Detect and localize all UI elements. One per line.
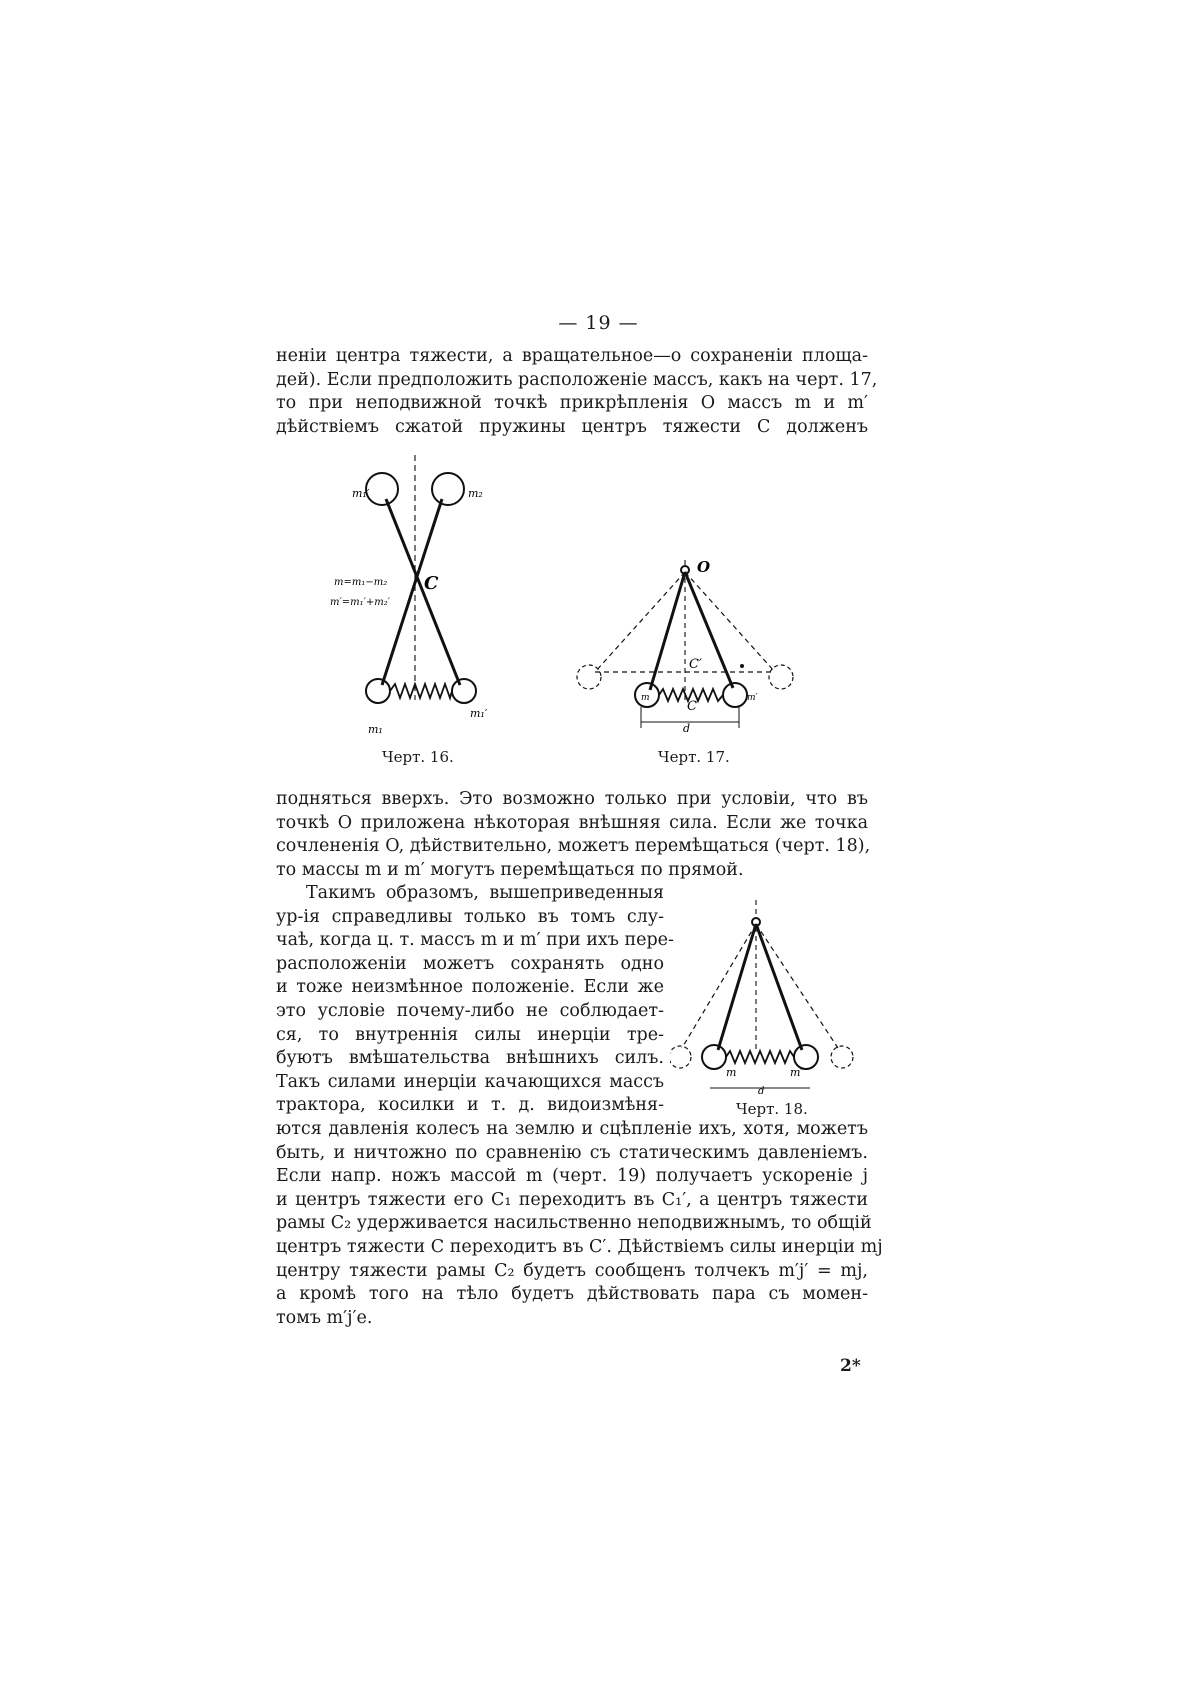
spring: [726, 1051, 794, 1063]
paragraph-1: [276, 345, 878, 439]
text-line: это условіе почему-либо не соблюдает-: [276, 1000, 664, 1021]
text-line: рамы C₂ удерживается насильственно неподвижнымъ, то общій: [276, 1213, 872, 1234]
label-m: m: [641, 693, 650, 703]
label-cprime: C′: [689, 657, 702, 672]
figure-17-caption: Черт. 17.: [658, 748, 730, 766]
label-m2: m₂: [468, 487, 483, 500]
mass-circle: [702, 1045, 726, 1069]
dashed-rod: [682, 924, 756, 1048]
spring: [390, 684, 452, 698]
figure-18-caption: Черт. 18.: [736, 1100, 808, 1118]
label-m1: m₁: [368, 723, 383, 736]
rod: [718, 924, 756, 1050]
text-line: сочлененія O, дѣйствительно, можетъ перемѣщаться (черт. 18),: [276, 836, 871, 857]
label-mprime: m′: [747, 693, 758, 703]
rod: [386, 499, 460, 685]
text-line: буютъ вмѣшательства внѣшнихъ силъ.: [276, 1048, 664, 1069]
rod: [756, 924, 802, 1050]
center-mark: [740, 664, 744, 668]
label-m1prime-bottom: m₁′: [470, 707, 488, 720]
mass-circle: [723, 683, 747, 707]
text-line: дѣйствіемъ сжатой пружины центръ тяжести C долженъ: [276, 416, 868, 437]
figure-18: [670, 900, 870, 1095]
text-line: и центръ тяжести его C₁ переходитъ въ C₁′, а центръ тяжести: [276, 1189, 868, 1210]
text-line: центру тяжести рамы C₂ будетъ сообщенъ толчекъ m′j′ = mj,: [276, 1260, 868, 1281]
mass-circle: [366, 679, 390, 703]
dashed-mass-circle: [831, 1046, 853, 1068]
text-line: Если напр. ножъ массой m (черт. 19) получаетъ ускореніе j: [276, 1166, 868, 1187]
text-line: ся, то внутреннія силы инерціи тре-: [276, 1024, 664, 1045]
dashed-mass-circle: [577, 665, 601, 689]
label-c: C: [424, 573, 439, 594]
mass-circle: [452, 679, 476, 703]
dashed-mass-circle: [670, 1046, 691, 1068]
text-line: трактора, косилки и т. д. видоизмѣня-: [276, 1095, 664, 1116]
text-line: Такимъ образомъ, вышеприведенныя: [306, 883, 664, 903]
text-line: и тоже неизмѣнное положеніе. Если же: [276, 977, 664, 998]
label-equation-m: m=m₁−m₂: [334, 577, 388, 588]
label-d: d: [758, 1086, 765, 1095]
text-line: точкѣ O приложена нѣкоторая внѣшняя сила. Если же точка: [276, 812, 868, 833]
mass-circle: [432, 473, 464, 505]
text-line: то массы m и m′ могутъ перемѣщаться по прямой.: [276, 859, 744, 880]
label-d: d: [683, 722, 691, 735]
label-m: m: [726, 1066, 737, 1079]
paragraph-3-continued: [276, 1118, 883, 1330]
label-equation-mprime: m′=m₁′+m₂′: [330, 597, 391, 608]
text-line: подняться вверхъ. Это возможно только при условіи, что въ: [276, 789, 868, 809]
text-line: быть, и ничтожно по сравненію съ статическимъ давленіемъ.: [276, 1142, 868, 1163]
mass-circle: [366, 473, 398, 505]
text-line: дей). Если предположить расположеніе массъ, какъ на черт. 17,: [276, 369, 878, 390]
text-line: Такъ силами инерціи качающихся массъ: [276, 1071, 664, 1092]
text-line: то при неподвижной точкѣ прикрѣпленія O массъ m и m′: [276, 393, 868, 414]
text-line: а кромѣ того на тѣло будетъ дѣйствовать пара съ момен-: [276, 1284, 868, 1305]
text-line: томъ m′j′e.: [276, 1307, 373, 1328]
paragraph-3-side: [276, 882, 674, 1118]
label-o: O: [697, 560, 711, 576]
text-line: неніи центра тяжести, а вращательное—о сохраненіи площа-: [276, 346, 868, 366]
paragraph-2: [276, 788, 871, 882]
text-line: ур-ія справедливы только въ томъ слу-: [276, 906, 664, 927]
figure-16: [330, 455, 520, 745]
signature-mark: 2*: [840, 1356, 861, 1376]
dashed-rod: [756, 924, 838, 1048]
figure-16-caption: Черт. 16.: [382, 748, 454, 766]
text-line: чаѣ, когда ц. т. массъ m и m′ при ихъ пере-: [276, 930, 674, 951]
label-c: C: [687, 699, 697, 714]
figure-17: [575, 560, 805, 745]
text-line: ются давленія колесъ на землю и сцѣпленіе ихъ, хотя, можетъ: [276, 1119, 868, 1139]
label-mprime: m′: [790, 1066, 803, 1079]
text-line: расположеніи можетъ сохранять одно: [276, 953, 664, 974]
text-line: центръ тяжести C переходитъ въ C′. Дѣйствіемъ силы инерціи mj: [276, 1236, 883, 1257]
page-number: — 19 —: [558, 312, 639, 334]
label-m1prime: m₁′: [352, 487, 370, 500]
